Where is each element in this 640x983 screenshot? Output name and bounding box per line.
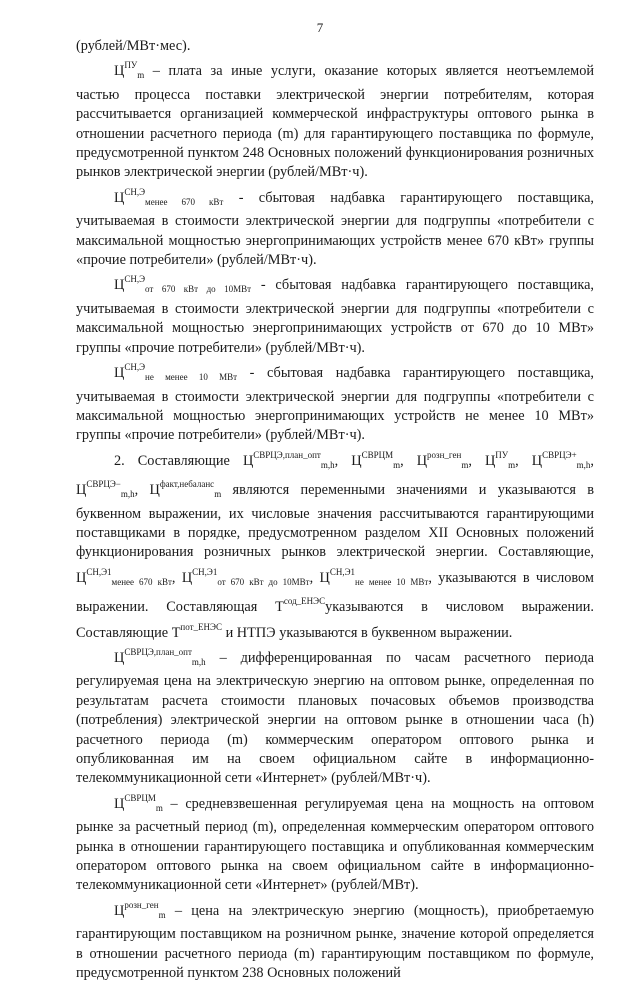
paragraph-5: $Ц^{СН,Э}_{не менее 10 МВт}$ - сбытовая надбавка гарантирующего поставщика, учитываемая в стоимости электрической энергии для подгруппы «потребители с максимальной мощностью энергопринимающих устройств не менее 10 МВт» группы «прочие потребители» (рублей/МВт·ч). — [76, 362, 595, 444]
symbol: $Ц^{факт,небаланс}_m$ — [149, 479, 222, 500]
symbol: $Ц^{ПУ}_m$ — [114, 60, 145, 81]
paragraph-2: $Ц^{ПУ}_m$ – плата за иные услуги, оказание которых является неотъемлемой частью процесса поставки электрической энергии потребителям, которая рассчитывается организацией коммерческой инфраструктуры оптового рынка в отношении расчетного периода (m) для гарантирующего поставщика по формуле, предусмотренной пунктом 248 Основных положений функционирования розничных рынков электрической энергии (рублей/МВт·ч). — [76, 60, 594, 181]
symbol: $Ц^{СВРЦЭ,план\_опт}_{m,h}$ — [114, 646, 206, 667]
symbol: $Ц^{СН,Э}_{не менее 10 МВт}$ — [114, 362, 238, 383]
paragraph-4: $Ц^{СН,Э}_{от 670 кВт до 10МВт}$ - сбытовая надбавка гарантирующего поставщика, учитываемая в стоимости электрической энергии для подгруппы «потребители с максимальной мощностью энергопринимающих устройств от 670 до 10 МВт» группы «прочие потребители» (рублей/МВт·ч). — [76, 274, 594, 356]
symbol: $Ц^{СВРЦМ}_m$ — [114, 792, 163, 813]
symbol: $Ц^{СВРЦМ}_m$ — [351, 449, 401, 470]
paragraph-9: $Ц^{розн\_ген}_m$ – цена на электрическую энергию (мощность), приобретаемую гарантирующим поставщиком на розничном рынке, значение которой определяется в отношении расчетного периода (m) гарантирующим поставщиком по формуле, предусмотренной пунктом 238 Основных положений — [76, 899, 594, 982]
document-body — [76, 0, 594, 983]
paragraph-1: (рублей/МВт·мес). — [76, 38, 191, 54]
paragraph-6: 2. Составляющие $Ц^{СВРЦЭ,план\_опт}_{m,h}$, $Ц^{СВРЦМ}_m$, $Ц^{розн\_ген}_m$, $Ц^{ПУ}_m$, $Ц^{СВРЦЭ+}_{m,h}$, $Ц^{СВРЦЭ-}_{m,h}$, $Ц^{факт,небаланс}_m$ являются переменными значениями и указываются в буквенном выражении, их числовые значения рассчитываются гарантирующими поставщиками в порядке, предусмотренном разделом XII Основных положений функционирования розничных рынков электрической энергии. Составляющие, $Ц^{СН,Э1}_{менее 670 кВт}$, $Ц^{СН,Э1}_{от 670 кВт до 10МВт}$, $Ц^{СН,Э1}_{не менее 10 МВт}$, указываются в числовом выражении. Составляющая $Т^{сод\_ЕНЭС}указываются$ в числовом выражении. Составляющие $Т^{пот\_ЕНЭС}$ и НТПЭ указываются в буквенном выражении. — [76, 449, 594, 641]
symbol: $Ц^{ПУ}_m$ — [484, 449, 516, 470]
paragraph-3: $Ц^{СН,Э}_{менее 670 кВт}$ - сбытовая надбавка гарантирующего поставщика, учитываемая в стоимости электрической энергии для подгруппы «потребители с максимальной мощностью энергопринимающих устройств менее 670 кВт» группы «прочие потребители» (рублей/МВт·ч). — [76, 186, 594, 269]
symbol: $Ц^{СН,Э1}_{менее 670 кВт}$ — [76, 566, 172, 587]
paragraph-7: $Ц^{СВРЦЭ,план\_опт}_{m,h}$ – дифференцированная по часам расчетного периода регулируемая цена на электрическую энергию на оптовом рынке, определенная по результатам расчета стоимости плановых почасовых объемов производства (потребления) электрической энергии на оптовом рынке в отношении часа (h) расчетного периода (m) коммерческим оператором оптового рынка и опубликованная им на своем официальном сайте в информационно-телекоммуникационной сети «Интернет» (рублей/МВт·ч). — [76, 646, 594, 787]
symbol: $Ц^{СН,Э1}_{не менее 10 МВт}$ — [319, 566, 429, 587]
symbol: $Ц^{розн\_ген}_m$ — [114, 899, 166, 920]
symbol: $Ц^{розн\_ген}_m$ — [416, 449, 469, 470]
page-number: 7 — [316, 20, 324, 35]
symbol: $Ц^{СН,Э1}_{от 670 кВт до 10МВт}$ — [181, 566, 310, 587]
symbol: $Ц^{СН,Э}_{менее 670 кВт}$ — [114, 186, 224, 207]
paragraph-8: $Ц^{СВРЦМ}_m$ – средневзвешенная регулируемая цена на мощность на оптовом рынке за расчетный период (m), определенная коммерческим оператором оптового рынка в отношении гарантирующего поставщика и опубликованная коммерческим оператором оптового рынка на своем официальном сайте в информационно-телекоммуникационной сети «Интернет» (рублей/МВт). — [76, 792, 594, 894]
symbol: $Ц^{СВРЦЭ+}_{m,h}$ — [531, 449, 591, 470]
symbol: $Ц^{СВРЦЭ,план\_опт}_{m,h}$ — [242, 449, 335, 470]
symbol: $Ц^{СН,Э}_{от 670 кВт до 10МВт}$ — [114, 274, 252, 295]
symbol: $Ц^{СВРЦЭ-}_{m,h}$ — [76, 479, 135, 500]
symbol: $Т^{сод\_ЕНЭС}$ — [275, 596, 326, 616]
symbol: $Т^{пот\_ЕНЭС}$ — [171, 621, 222, 641]
